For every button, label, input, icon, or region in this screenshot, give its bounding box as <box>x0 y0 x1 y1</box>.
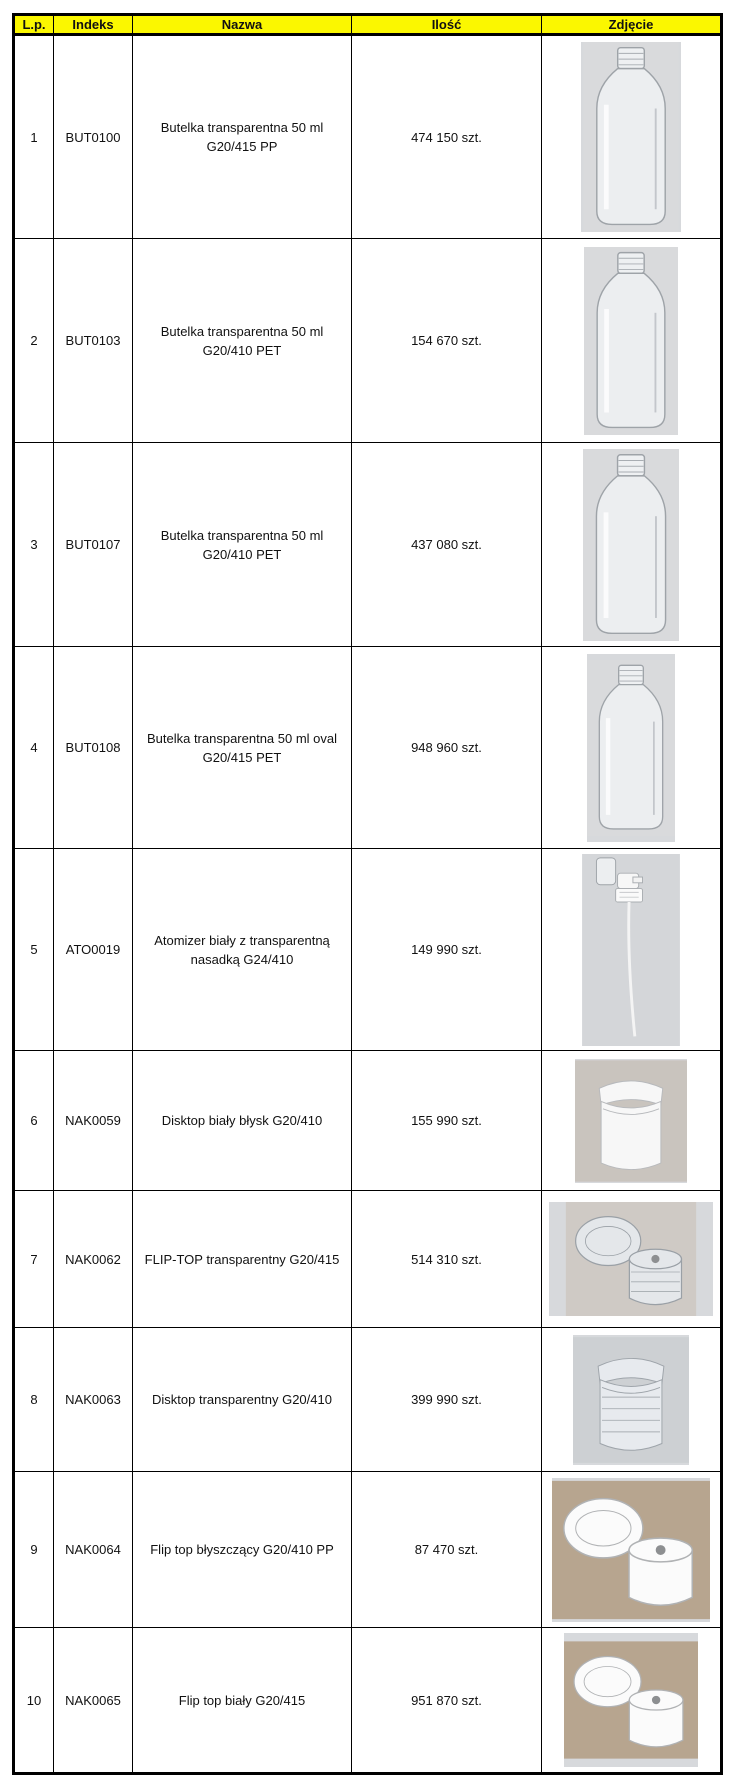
clear-bottle-icon <box>587 654 675 842</box>
cell-lp: 8 <box>14 1328 54 1472</box>
table-row <box>14 1628 722 1774</box>
table-row <box>14 35 722 239</box>
cell-lp: 6 <box>14 1051 54 1191</box>
table-row <box>14 647 722 849</box>
cell-nazwa <box>133 1628 352 1774</box>
cell-zdjecie <box>542 1628 722 1774</box>
nazwa-line-2: G20/410 PET <box>202 546 282 562</box>
cell-ilosc: 149 990 szt. <box>352 849 542 1051</box>
cell-zdjecie <box>542 849 722 1051</box>
nazwa-line-1: Flip top błyszczący G20/410 PP <box>150 1542 334 1557</box>
inventory-table <box>12 13 723 1775</box>
cell-nazwa <box>133 239 352 443</box>
table-row <box>14 849 722 1051</box>
white-flip-top-cap-icon <box>552 1478 710 1622</box>
cell-indeks: BUT0100 <box>54 35 133 239</box>
header-lp: L.p. <box>14 15 54 35</box>
cell-indeks: BUT0108 <box>54 647 133 849</box>
table-row <box>14 1191 722 1328</box>
cell-ilosc: 474 150 szt. <box>352 35 542 239</box>
nazwa-line-1: Atomizer biały z transparentną <box>154 932 330 948</box>
cell-lp: 9 <box>14 1472 54 1628</box>
table-row <box>14 1472 722 1628</box>
cell-indeks: ATO0019 <box>54 849 133 1051</box>
cell-nazwa <box>133 1051 352 1191</box>
table-row <box>14 443 722 647</box>
cell-nazwa <box>133 35 352 239</box>
table-row <box>14 1328 722 1472</box>
nazwa-line-1: Butelka transparentna 50 ml <box>160 323 324 339</box>
cell-indeks: BUT0107 <box>54 443 133 647</box>
cell-zdjecie <box>542 1328 722 1472</box>
nazwa-line-1: Disktop transparentny G20/410 <box>152 1392 332 1407</box>
cell-zdjecie <box>542 647 722 849</box>
clear-bottle-icon <box>581 42 681 232</box>
nazwa-line-2: G20/410 PET <box>202 342 282 358</box>
cell-ilosc: 948 960 szt. <box>352 647 542 849</box>
cell-ilosc: 155 990 szt. <box>352 1051 542 1191</box>
nazwa-line-1: Butelka transparentna 50 ml <box>160 527 324 543</box>
nazwa-line-1: Butelka transparentna 50 ml <box>160 120 324 135</box>
clear-bottle-icon <box>584 247 678 435</box>
cell-ilosc: 951 870 szt. <box>352 1628 542 1774</box>
cell-lp: 4 <box>14 647 54 849</box>
cell-zdjecie <box>542 35 722 239</box>
cell-lp: 7 <box>14 1191 54 1328</box>
header-row <box>14 15 722 35</box>
clear-bottle-icon <box>583 449 679 641</box>
table-row <box>14 239 722 443</box>
cell-zdjecie <box>542 1051 722 1191</box>
nazwa-line-2: nasadką G24/410 <box>190 951 294 967</box>
header-ilosc: Ilość <box>352 15 542 35</box>
cell-ilosc: 514 310 szt. <box>352 1191 542 1328</box>
cell-nazwa <box>133 1472 352 1628</box>
header-zdjecie: Zdjęcie <box>542 15 722 35</box>
cell-ilosc: 87 470 szt. <box>352 1472 542 1628</box>
cell-ilosc: 154 670 szt. <box>352 239 542 443</box>
clear-flip-top-cap-icon <box>549 1202 713 1316</box>
cell-ilosc: 399 990 szt. <box>352 1328 542 1472</box>
cell-indeks: NAK0065 <box>54 1628 133 1774</box>
cell-lp: 3 <box>14 443 54 647</box>
clear-disc-top-cap-icon <box>573 1335 689 1465</box>
cell-zdjecie <box>542 239 722 443</box>
cell-lp: 1 <box>14 35 54 239</box>
header-indeks: Indeks <box>54 15 133 35</box>
cell-lp: 10 <box>14 1628 54 1774</box>
cell-zdjecie <box>542 443 722 647</box>
cell-indeks: BUT0103 <box>54 239 133 443</box>
cell-indeks: NAK0063 <box>54 1328 133 1472</box>
atomizer-icon <box>582 854 680 1046</box>
cell-lp: 2 <box>14 239 54 443</box>
cell-nazwa <box>133 647 352 849</box>
cell-nazwa <box>133 443 352 647</box>
cell-nazwa <box>133 1328 352 1472</box>
cell-zdjecie <box>542 1472 722 1628</box>
cell-indeks: NAK0064 <box>54 1472 133 1628</box>
header-nazwa: Nazwa <box>133 15 352 35</box>
white-flip-top-cap-icon <box>564 1633 698 1767</box>
cell-nazwa <box>133 849 352 1051</box>
nazwa-line-2: G20/415 PP <box>206 139 278 154</box>
nazwa-line-1: Butelka transparentna 50 ml oval <box>146 730 338 746</box>
cell-lp: 5 <box>14 849 54 1051</box>
nazwa-line-1: FLIP-TOP transparentny G20/415 <box>144 1251 340 1267</box>
nazwa-line-2: G20/415 PET <box>202 749 282 765</box>
cell-indeks: NAK0062 <box>54 1191 133 1328</box>
cell-zdjecie <box>542 1191 722 1328</box>
table-row <box>14 1051 722 1191</box>
cell-indeks: NAK0059 <box>54 1051 133 1191</box>
cell-nazwa <box>133 1191 352 1328</box>
nazwa-line-1: Disktop biały błysk G20/410 <box>161 1113 323 1128</box>
cell-ilosc: 437 080 szt. <box>352 443 542 647</box>
nazwa-line-1: Flip top biały G20/415 <box>178 1692 306 1708</box>
white-disc-top-cap-icon <box>575 1059 687 1183</box>
